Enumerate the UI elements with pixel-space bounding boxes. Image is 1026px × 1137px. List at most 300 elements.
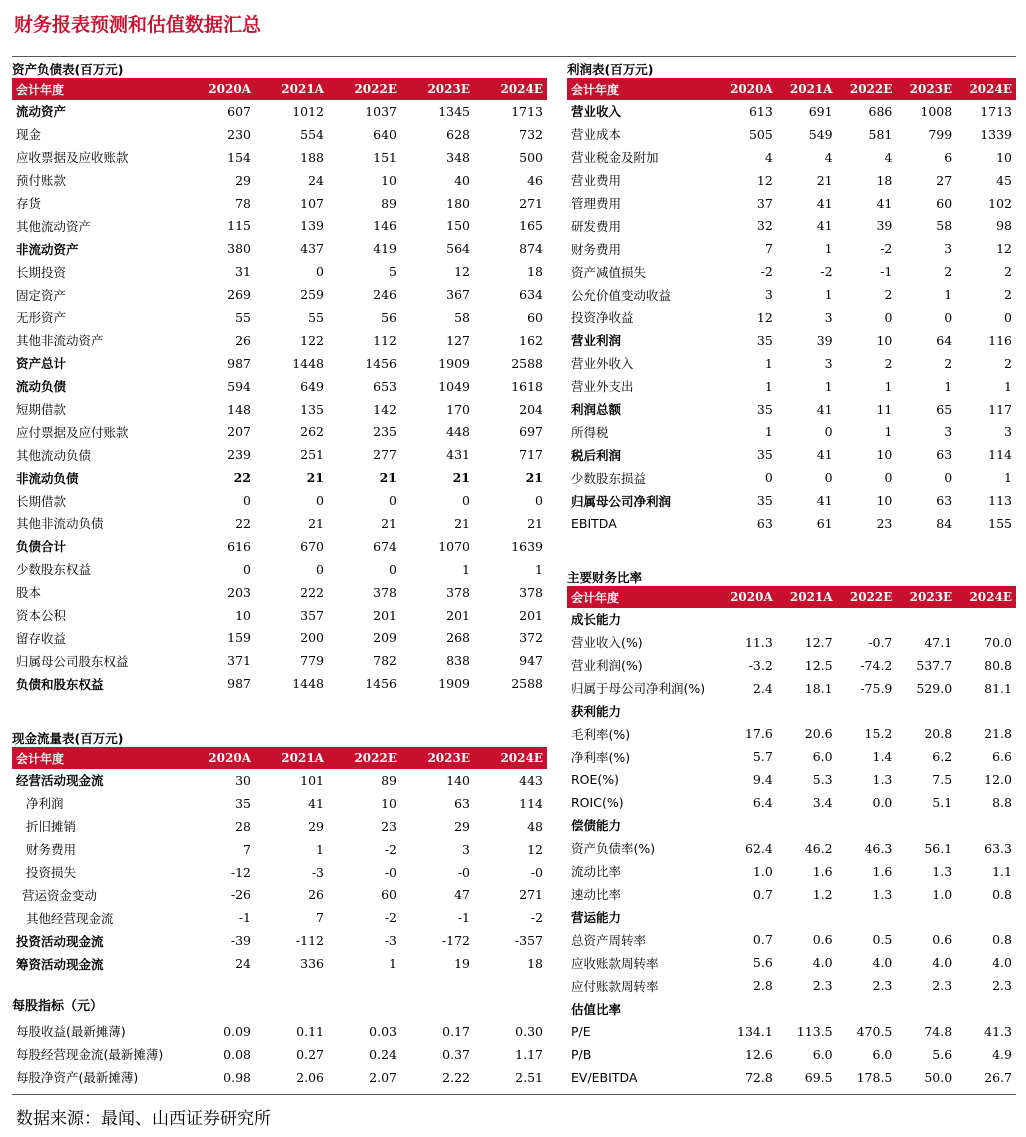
value-cell: 1 — [764, 378, 773, 394]
value-cell: 35 — [756, 332, 773, 348]
table-row — [567, 860, 1016, 883]
value-cell: 12.6 — [744, 1046, 773, 1062]
value-cell: 115 — [227, 218, 251, 234]
value-cell: 6.0 — [812, 1046, 833, 1062]
row-label: 总资产周转率 — [571, 932, 647, 948]
value-cell: 3 — [1004, 424, 1012, 440]
row-label: 其他流动资产 — [16, 218, 92, 234]
value-cell: 21 — [381, 515, 397, 531]
value-cell: -0.7 — [868, 634, 893, 650]
value-cell: 41 — [816, 493, 833, 509]
row-label: 无形资产 — [16, 310, 67, 326]
row-label: 折旧摊销 — [26, 819, 77, 835]
row-label: 筹资活动现金流 — [16, 956, 104, 972]
table-row — [12, 420, 547, 443]
row-label: 每股经营现金流(最新摊薄) — [16, 1047, 164, 1063]
value-cell: 55 — [308, 309, 324, 325]
value-cell — [717, 608, 777, 631]
value-cell: 1 — [389, 956, 397, 972]
table-row — [12, 398, 547, 421]
value-cell: 32 — [756, 218, 773, 234]
value-cell: 1 — [884, 378, 893, 394]
value-cell: 5.1 — [932, 795, 953, 811]
row-label: P/E — [571, 1023, 591, 1039]
table-row — [567, 768, 1016, 791]
value-cell: 203 — [227, 584, 251, 600]
row-label: 现金 — [16, 127, 42, 143]
header-year-cell: 2020A — [182, 747, 255, 769]
value-cell: 114 — [519, 795, 543, 811]
table-row — [12, 214, 547, 237]
value-cell: -2 — [384, 841, 397, 857]
value-cell: 56 — [381, 309, 397, 325]
value-cell: 653 — [373, 378, 397, 394]
value-cell: 7 — [316, 910, 324, 926]
value-cell: 78 — [235, 195, 251, 211]
value-cell — [717, 700, 777, 723]
value-cell: 634 — [519, 287, 543, 303]
value-cell: 269 — [227, 287, 251, 303]
header-year-cell: 2024E — [956, 586, 1016, 608]
table-header-row — [567, 586, 1016, 608]
value-cell: 4 — [824, 149, 833, 165]
value-cell: 1.17 — [515, 1046, 543, 1062]
table-row — [12, 443, 547, 466]
value-cell: 987 — [227, 355, 251, 371]
value-cell: 50.0 — [924, 1069, 953, 1085]
value-cell: 47 — [454, 887, 470, 903]
value-cell: 1012 — [292, 103, 324, 119]
value-cell: 41.3 — [984, 1023, 1012, 1039]
row-label: 流动比率 — [571, 864, 622, 880]
value-cell: 12 — [756, 309, 773, 325]
value-cell: 45 — [996, 172, 1012, 188]
value-cell: 41 — [816, 195, 833, 211]
value-cell: 537.7 — [916, 657, 953, 673]
value-cell: 58 — [936, 218, 953, 234]
row-label: 应收账款周转率 — [571, 955, 659, 971]
table-row — [12, 815, 547, 838]
value-cell — [956, 997, 1016, 1020]
value-cell: 5.3 — [812, 772, 833, 788]
table-row — [12, 489, 547, 512]
page-title: 财务报表预测和估值数据汇总 — [14, 14, 262, 36]
value-cell: 148 — [227, 401, 251, 417]
value-cell: 22 — [235, 515, 251, 531]
table-row — [567, 814, 1016, 837]
value-cell: 277 — [373, 447, 397, 463]
value-cell — [777, 906, 837, 929]
row-label: 非流动资产 — [16, 241, 79, 257]
row-label: 营业收入(%) — [571, 635, 643, 651]
header-year-cell: 2023E — [896, 78, 956, 100]
value-cell: 35 — [756, 447, 773, 463]
value-cell: 6.2 — [932, 749, 953, 765]
value-cell: 4 — [764, 149, 773, 165]
value-cell: 24 — [235, 956, 251, 972]
value-cell: 37 — [756, 195, 773, 211]
header-label-cell: 会计年度 — [12, 78, 182, 100]
value-cell: 0.27 — [296, 1046, 324, 1062]
value-cell: -2 — [820, 264, 833, 280]
value-cell: 29 — [308, 818, 324, 834]
value-cell: 7 — [764, 241, 773, 257]
header-year-cell: 2023E — [401, 78, 474, 100]
value-cell: 142 — [373, 401, 397, 417]
header-year-cell: 2020A — [717, 78, 777, 100]
value-cell: 6.4 — [752, 795, 773, 811]
header-year-cell: 2024E — [474, 78, 547, 100]
value-cell: 65 — [936, 401, 953, 417]
balance-sheet-title: 资产负债表(百万元) — [12, 62, 124, 77]
value-cell: 107 — [300, 195, 324, 211]
row-label: 固定资产 — [16, 287, 67, 303]
value-cell: 2 — [1004, 355, 1012, 371]
value-cell: -2 — [880, 241, 893, 257]
value-cell: 10 — [876, 332, 893, 348]
table-row — [12, 672, 547, 695]
table-row — [12, 626, 547, 649]
value-cell — [956, 700, 1016, 723]
value-cell: 0.17 — [442, 1023, 470, 1039]
row-label: 其他经营现金流 — [26, 910, 114, 926]
per-share-title: 每股指标（元） — [12, 999, 104, 1014]
header-year-cell: 2022E — [837, 78, 897, 100]
header-year-cell: 2020A — [182, 78, 255, 100]
value-cell: 21 — [306, 470, 324, 486]
value-cell: 20.8 — [924, 726, 953, 742]
value-cell: 29 — [235, 172, 251, 188]
row-label: 营业税金及附加 — [571, 150, 659, 166]
row-label: 税后利润 — [571, 447, 622, 463]
value-cell: 0 — [316, 493, 324, 509]
header-year-cell: 2020A — [717, 586, 777, 608]
value-cell: 2588 — [511, 676, 543, 692]
value-cell: 21 — [454, 515, 470, 531]
value-cell: 259 — [300, 287, 324, 303]
value-cell: 165 — [519, 218, 543, 234]
row-label: 投资损失 — [26, 865, 77, 880]
value-cell: 1 — [764, 355, 773, 371]
value-cell: 12 — [996, 241, 1012, 257]
value-cell: 0.7 — [752, 886, 773, 902]
value-cell: -39 — [230, 933, 251, 949]
balance-sheet-table — [12, 78, 547, 695]
value-cell: 1.1 — [992, 863, 1012, 879]
value-cell: 640 — [373, 126, 397, 142]
value-cell: 62.4 — [744, 840, 773, 856]
value-cell: 19 — [454, 956, 470, 972]
value-cell: 1713 — [511, 103, 543, 119]
row-label: 归属母公司股东权益 — [16, 653, 129, 669]
value-cell — [837, 906, 897, 929]
value-cell: 732 — [519, 126, 543, 142]
row-label: 营业收入 — [571, 104, 622, 120]
row-label: 长期投资 — [16, 264, 67, 280]
cash-flow-table — [12, 747, 547, 975]
header-label-cell: 会计年度 — [567, 78, 717, 100]
value-cell: 1 — [824, 378, 833, 394]
value-cell — [956, 906, 1016, 929]
value-cell: 0 — [764, 470, 773, 486]
value-cell: 1049 — [438, 378, 470, 394]
header-year-cell: 2023E — [401, 747, 474, 769]
value-cell: 1 — [316, 841, 324, 857]
value-cell: 1070 — [438, 538, 470, 554]
row-label: 流动负债 — [16, 379, 67, 395]
value-cell: 2 — [1004, 287, 1012, 303]
value-cell: 874 — [519, 241, 543, 257]
value-cell: 437 — [300, 241, 324, 257]
value-cell: 0 — [884, 309, 893, 325]
row-label: EBITDA — [571, 515, 617, 531]
value-cell: 69.5 — [804, 1069, 833, 1085]
table-row — [567, 700, 1016, 723]
value-cell — [896, 997, 956, 1020]
value-cell: 21 — [379, 470, 397, 486]
value-cell: 782 — [373, 653, 397, 669]
row-label: 所得税 — [571, 424, 609, 440]
value-cell: 371 — [227, 653, 251, 669]
value-cell: 47.1 — [924, 634, 953, 650]
row-label: 营业利润 — [571, 333, 622, 349]
table-row — [567, 100, 1016, 123]
value-cell: 0 — [824, 470, 833, 486]
value-cell: 8.8 — [992, 795, 1012, 811]
header-year-cell: 2024E — [956, 78, 1016, 100]
value-cell: -3 — [311, 864, 324, 880]
value-cell: 12 — [756, 172, 773, 188]
table-row — [567, 352, 1016, 375]
value-cell: 1.4 — [872, 749, 893, 765]
value-cell: 2.3 — [932, 978, 953, 994]
value-cell: 20.6 — [804, 726, 833, 742]
value-cell: 0 — [944, 309, 953, 325]
value-cell: 0.6 — [932, 932, 953, 948]
row-label: 归属母公司净利润 — [571, 493, 672, 509]
balance-sheet-panel — [12, 61, 547, 695]
value-cell: 21 — [816, 172, 833, 188]
header-year-cell: 2024E — [474, 747, 547, 769]
value-cell: 48 — [527, 818, 543, 834]
row-label: ROIC(%) — [571, 795, 624, 811]
value-cell: 0 — [389, 561, 397, 577]
table-row — [567, 192, 1016, 215]
value-cell: 616 — [227, 538, 251, 554]
row-label: 预付账款 — [16, 173, 67, 189]
value-cell: 18 — [876, 172, 893, 188]
table-row — [567, 1020, 1016, 1043]
value-cell: 60 — [527, 309, 543, 325]
value-cell: 1.0 — [752, 863, 773, 879]
value-cell: 21 — [525, 470, 543, 486]
row-label: 资产减值损失 — [571, 264, 647, 280]
table-row — [12, 1043, 547, 1066]
row-label: 短期借款 — [16, 402, 67, 418]
value-cell: 4.9 — [992, 1046, 1012, 1062]
ratios-panel — [567, 569, 1016, 1089]
value-cell: 2 — [884, 355, 893, 371]
value-cell: -2 — [384, 910, 397, 926]
value-cell: 0 — [824, 424, 833, 440]
value-cell — [717, 997, 777, 1020]
header-year-cell: 2021A — [255, 747, 328, 769]
value-cell: 35 — [756, 401, 773, 417]
value-cell: 2 — [944, 264, 953, 280]
value-cell: 1 — [535, 561, 543, 577]
value-cell: 112 — [373, 332, 397, 348]
table-row — [567, 123, 1016, 146]
row-label: 利润总额 — [571, 402, 622, 418]
value-cell: 201 — [373, 607, 397, 623]
value-cell: 180 — [446, 195, 470, 211]
value-cell: 1008 — [920, 103, 953, 119]
value-cell — [777, 997, 837, 1020]
value-cell: 4.0 — [932, 955, 953, 971]
value-cell: -1 — [880, 264, 893, 280]
value-cell: 39 — [816, 332, 833, 348]
value-cell: 23 — [381, 818, 397, 834]
value-cell: 1 — [944, 378, 953, 394]
value-cell — [956, 814, 1016, 837]
table-row — [12, 1020, 547, 1043]
value-cell: 1456 — [365, 355, 397, 371]
value-cell — [717, 906, 777, 929]
value-cell: 7.5 — [932, 772, 953, 788]
value-cell: 35 — [756, 493, 773, 509]
value-cell: -1 — [457, 910, 470, 926]
value-cell: 140 — [446, 772, 470, 788]
value-cell: 24 — [308, 172, 324, 188]
value-cell: -3 — [384, 933, 397, 949]
table-row — [12, 329, 547, 352]
row-label: 营业费用 — [571, 173, 622, 189]
table-row — [567, 951, 1016, 974]
table-row — [12, 375, 547, 398]
table-row — [12, 466, 547, 489]
value-cell: 10 — [876, 447, 893, 463]
value-cell: 0.98 — [223, 1069, 251, 1085]
value-cell: 41 — [876, 195, 893, 211]
row-label: 每股收益(最新摊薄) — [16, 1024, 126, 1040]
value-cell: 80.8 — [984, 657, 1012, 673]
value-cell: 31 — [235, 264, 251, 280]
value-cell: 431 — [446, 447, 470, 463]
table-row — [567, 214, 1016, 237]
value-cell: 200 — [300, 630, 324, 646]
value-cell: 26 — [308, 887, 324, 903]
table-row — [12, 883, 547, 906]
row-label: 财务费用 — [26, 842, 77, 858]
table-row — [12, 649, 547, 672]
value-cell: 443 — [519, 772, 543, 788]
value-cell: 3.4 — [812, 795, 833, 811]
value-cell: 697 — [519, 424, 543, 440]
value-cell: 55 — [235, 309, 251, 325]
value-cell: 12 — [527, 841, 543, 857]
value-cell: 987 — [227, 676, 251, 692]
value-cell: 0 — [944, 470, 953, 486]
value-cell: 5.6 — [932, 1046, 953, 1062]
value-cell: 6 — [944, 149, 953, 165]
value-cell: 26.7 — [984, 1069, 1012, 1085]
value-cell: 607 — [227, 103, 251, 119]
value-cell — [837, 700, 897, 723]
value-cell: 0.24 — [369, 1046, 397, 1062]
table-row — [567, 1043, 1016, 1066]
header-year-cell: 2021A — [777, 586, 837, 608]
value-cell: 649 — [300, 378, 324, 394]
value-cell — [777, 814, 837, 837]
value-cell: 3 — [764, 287, 773, 303]
row-label: 经营活动现金流 — [16, 773, 104, 789]
value-cell: 0.6 — [812, 932, 833, 948]
value-cell: 235 — [373, 424, 397, 440]
value-cell: 594 — [227, 378, 251, 394]
value-cell: 46.2 — [804, 840, 833, 856]
value-cell: 135 — [300, 401, 324, 417]
table-row — [567, 306, 1016, 329]
value-cell: 113.5 — [796, 1023, 833, 1039]
value-cell: 1713 — [980, 103, 1012, 119]
value-cell: -0 — [457, 864, 470, 880]
value-cell: 6.0 — [812, 749, 833, 765]
value-cell: 0.03 — [369, 1023, 397, 1039]
value-cell: 1 — [764, 424, 773, 440]
value-cell: 63 — [454, 795, 470, 811]
table-row — [567, 329, 1016, 352]
table-row — [12, 237, 547, 260]
row-label: 资产总计 — [16, 356, 67, 372]
value-cell — [717, 814, 777, 837]
value-cell: 1909 — [438, 355, 470, 371]
value-cell: 89 — [381, 772, 397, 788]
row-label: 存货 — [16, 196, 42, 211]
value-cell: 0.30 — [515, 1023, 543, 1039]
value-cell: 3 — [462, 841, 470, 857]
value-cell: -74.2 — [860, 657, 893, 673]
value-cell: 268 — [446, 630, 470, 646]
table-row — [12, 906, 547, 929]
value-cell: 1618 — [511, 378, 543, 394]
value-cell: 139 — [300, 218, 324, 234]
table-row — [567, 791, 1016, 814]
row-label: ROE(%) — [571, 772, 620, 788]
table-row — [12, 535, 547, 558]
table-row — [567, 169, 1016, 192]
header-year-cell: 2022E — [328, 747, 401, 769]
value-cell: 1037 — [365, 103, 397, 119]
value-cell: 5.7 — [752, 749, 773, 765]
value-cell: 779 — [300, 653, 324, 669]
value-cell: 0 — [316, 264, 324, 280]
value-cell: 470.5 — [856, 1023, 893, 1039]
value-cell: 21 — [452, 470, 470, 486]
value-cell: 35 — [235, 795, 251, 811]
value-cell: 39 — [876, 218, 893, 234]
value-cell: 2.51 — [515, 1069, 543, 1085]
value-cell: 26 — [235, 332, 251, 348]
value-cell: 1.6 — [812, 863, 833, 879]
row-label: 其他非流动资产 — [16, 333, 104, 349]
income-statement-table — [567, 78, 1016, 535]
value-cell: 2.07 — [369, 1069, 397, 1085]
value-cell: 64 — [936, 332, 953, 348]
row-label: 营运能力 — [571, 910, 622, 926]
header-year-cell: 2022E — [837, 586, 897, 608]
table-row — [567, 654, 1016, 677]
value-cell: 2.3 — [872, 978, 893, 994]
